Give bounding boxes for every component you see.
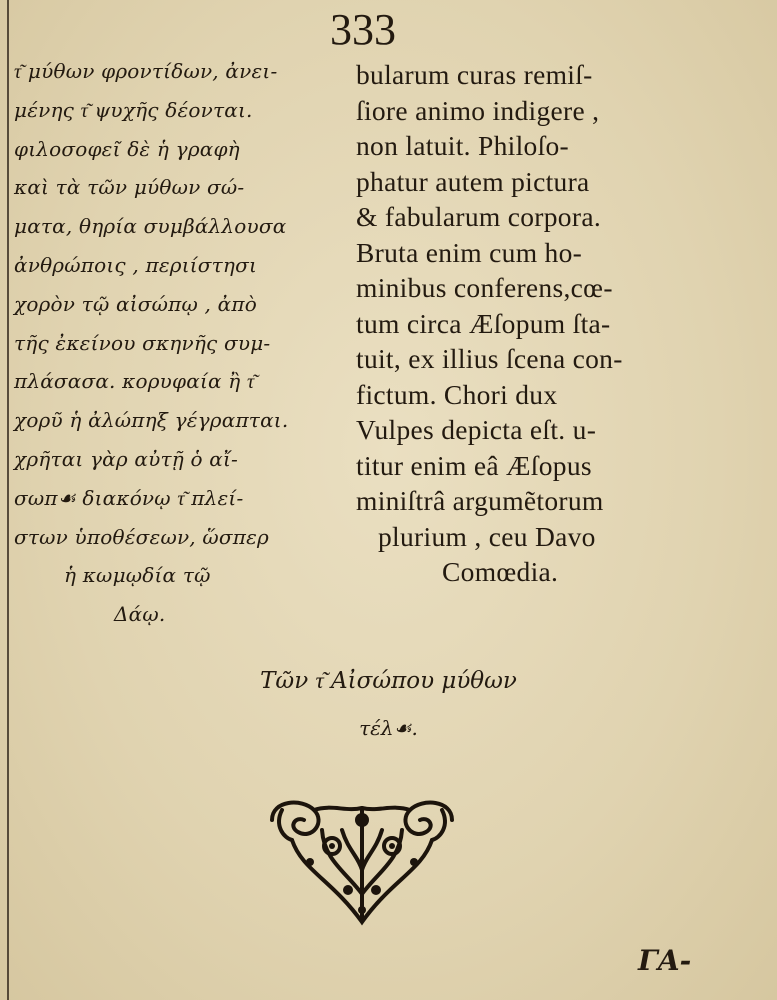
greek-line: ἡ κωμῳδία τῷ — [64, 563, 211, 588]
latin-line: & fabularum corpora. — [356, 201, 601, 232]
latin-line: titur enim eâ Æſopus — [356, 449, 592, 481]
greek-line: σωπ☙ διακόνῳ τ͂ πλεί- — [14, 485, 244, 510]
latin-line: Comœdia. — [442, 556, 559, 587]
latin-text-column — [356, 57, 716, 590]
greek-line: χορὸν τῷ αἰσώπῳ , ἀπὸ — [14, 291, 257, 316]
greek-line: πλάσασα. κορυφαία ἢ τ͂ — [14, 369, 255, 394]
greek-line: χρῆται γὰρ αὐτῇ ὁ αἴ- — [14, 446, 238, 471]
greek-line: φιλοσοφεῖ δὲ ἡ γραφὴ — [14, 136, 240, 161]
greek-line: τῆς ἐκείνου σκηνῆς συμ- — [14, 330, 271, 355]
latin-line: Vulpes depicta eſt. u- — [356, 414, 597, 445]
greek-line: ματα, θηρία συμβάλλουσα — [14, 214, 287, 239]
latin-line: ſiore animo indigere , — [356, 94, 600, 126]
latin-line: tum circa Æſopum ſta- — [356, 307, 611, 339]
catchword: ΓΑ- — [638, 944, 692, 977]
greek-line: καὶ τὰ τῶν μύθων σώ- — [14, 175, 245, 200]
end-title-line-2: τέλ☙. — [359, 716, 418, 740]
latin-line: non latuit. Philoſo- — [356, 130, 570, 161]
latin-line: fictum. Chori dux — [356, 378, 558, 410]
page-number: 333 — [330, 5, 396, 54]
greek-text-column — [14, 52, 324, 634]
latin-line: bularum curas remiſ- — [356, 59, 593, 90]
greek-line: μένης τ͂ ψυχῆς δέονται. — [14, 97, 253, 122]
latin-line: plurium , ceu Davo — [378, 520, 596, 552]
greek-line: χορῦ ἡ ἀλώπηξ γέγραπται. — [14, 408, 289, 433]
latin-line: miniſtrâ argumẽtorum — [356, 485, 604, 516]
margin-rule — [7, 0, 9, 1000]
greek-line: στων ὑποθέσεων, ὥσπερ — [14, 524, 270, 549]
greek-line: Δάῳ. — [114, 602, 166, 627]
latin-line: minibus conferens,cœ- — [356, 272, 613, 303]
end-title-line-1: Τῶν τ͂ Αἰσώπου μύθων — [260, 668, 517, 694]
greek-line: τ͂ μύθων φροντίδων, ἀνει- — [14, 59, 278, 83]
latin-line: Bruta enim cum ho- — [356, 236, 583, 268]
greek-line: ἀνθρώποις , περιίστησι — [14, 252, 257, 277]
ornament-fleuron-icon — [262, 790, 462, 930]
latin-line: phatur autem pictura — [356, 165, 590, 197]
latin-line: tuit, ex illius ſcena con- — [356, 343, 623, 374]
